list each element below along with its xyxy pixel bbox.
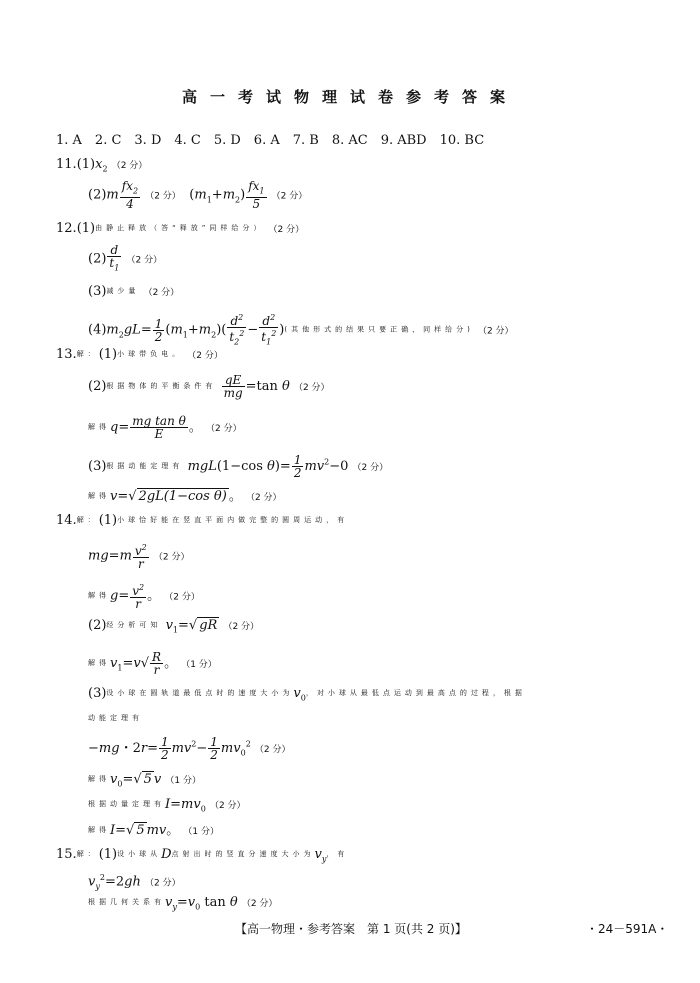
q13-line4: (3)根据动能定理有 mgL(1−cos θ)= $\frac{1}{2}$ $mv^2-0$ （2 分） xyxy=(88,453,389,480)
q13-line1: 13.解：(1)小球带负电。 （2 分） xyxy=(56,347,223,362)
footer-code: ・24－591A・ xyxy=(586,922,669,936)
q13-line2: (2)根据物体的平衡条件有 $\frac{qE}{mg}$ =tan θ （2 分） xyxy=(88,373,330,400)
q15-line1: 15.解：(1)设小球从D点射出时的竖直分速度大小为$v_y$，有 xyxy=(56,847,349,864)
q14-line11: 解得I=√ 5 mv。 （1 分） xyxy=(88,823,220,838)
multiple-choice-answers: 1. A 2. C 3. D 4. C 5. D 6. A 7. B 8. AC 9. ABD 10. BC xyxy=(56,133,485,148)
q14-line6: (3)设小球在圆轨道最低点时的速度大小为$v_0$，对小球从最低点运动到最高点的过程，根据 xyxy=(88,686,526,703)
q14-line10: 根据动量定理有$I=mv_0$ （2 分） xyxy=(88,797,246,814)
q12-line1: 12.(1)由静止释放（答“释放”同样给分） （2 分） xyxy=(56,221,305,236)
q11-line1: $11.(1)x_2$ （2 分） xyxy=(56,157,148,174)
q13-line3: 解得q= $\frac{\text{mg tan θ}}{E}$ 。 （2 分） xyxy=(88,414,242,441)
q14-line4: (2)经分析可知 $v_1=√$ gR （2 分） xyxy=(88,618,260,635)
q15-line3: 根据几何关系有$v_y=v_0$ tan θ （2 分） xyxy=(88,895,278,912)
q15-line2: $v_y^2=2gh$ （2 分） xyxy=(88,873,181,891)
q12-line4: $(4)m_2gL=$ $\frac{1}{2}$ $(m_1+m_2)$( $\frac{d^2}{t_2^2}$ − $\frac{d^2}{t_1^2}$ )(其他形式的结果只要正确，同样给分) （2 分） xyxy=(88,313,514,347)
page-title: 高一考试物理试卷参考答案 xyxy=(181,88,518,106)
q14-line3: 解得g= $\frac{v^2}{r}$ 。 （2 分） xyxy=(88,583,200,611)
q14-line9: 解得$v_0=√$ 5 v （1 分） xyxy=(88,772,202,789)
q11-line2: (2)m $\frac{fx_2}{4}$ （2 分） $(m_1+m_2)$ $\frac{fx_1}{5}$ （2 分） xyxy=(88,179,308,212)
q14-line8: −mg・2r= $\frac{1}{2}$ $mv^2-$ $\frac{1}{2}$ $mv_0^2$ （2 分） xyxy=(88,735,291,762)
q14-line5: 解得$v_1=v√$ $\frac{R}{r}$ 。 （1 分） xyxy=(88,650,217,677)
q13-line5: 解得v=√ 2gL(1−cos θ) 。 （2 分） xyxy=(88,489,282,504)
footer-page-info: 【高一物理・参考答案 第 1 页(共 2 页)】 xyxy=(235,922,467,936)
q14-line2: mg=m $\frac{v^2}{r}$ （2 分） xyxy=(88,543,190,571)
q12-line2: (2) $\frac{d}{t_1}$ （2 分） xyxy=(88,243,163,273)
q14-line1: 14.解：(1)小球恰好能在竖直平面内做完整的圆周运动，有 xyxy=(56,513,349,528)
q14-line7: 动能定理有 xyxy=(88,714,143,722)
q12-line3: (3)减少量 （2 分） xyxy=(88,284,180,299)
